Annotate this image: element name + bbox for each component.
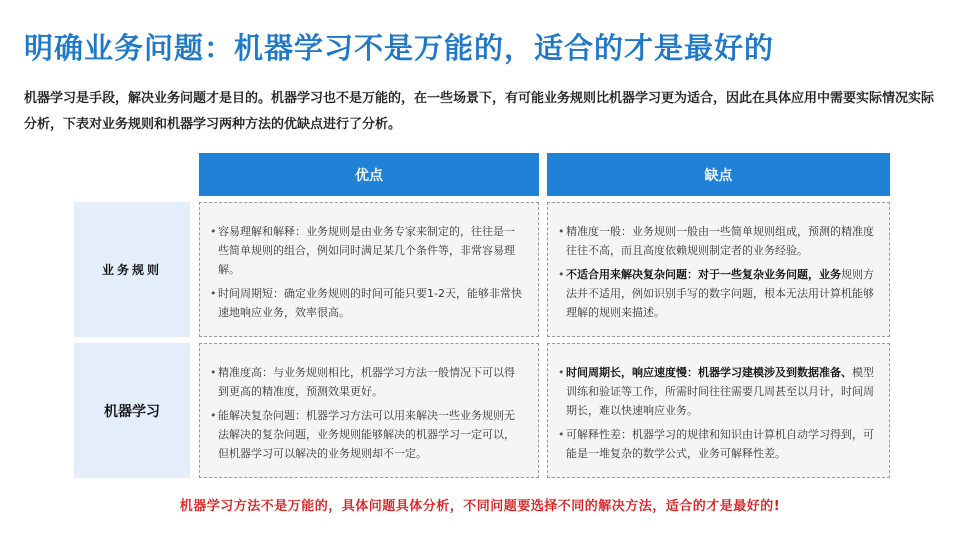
bullet-icon: • (210, 224, 217, 238)
bullet-icon: • (210, 365, 217, 379)
cell-machine-learning-pros (199, 343, 539, 478)
list-item: • 时间周期长，响应速度慢：机器学习建模涉及到数据准备、模型训练和验证等工作，所需时间往往需要几周甚至以月计，时间周期长，难以快速响应业务。 (558, 363, 875, 420)
bullet-icon: • (558, 365, 565, 379)
list-item: • 能解决复杂问题：机器学习方法可以用来解决一些业务规则无法解决的复杂问题，业务规则能够解决的机器学习一定可以，但机器学习可以解决的业务规则却不一定。 (210, 406, 524, 463)
list-item: • 精准度一般：业务规则一般由一些简单规则组成，预测的精准度往往不高，而且高度依赖规则制定者的业务经验。 (558, 222, 875, 260)
bullet-icon: • (210, 408, 217, 422)
header-pros: 优点 (199, 153, 539, 196)
cell-business-rules-cons (547, 202, 890, 337)
row-label-business-rules: 业务规则 (74, 202, 190, 337)
cell-business-rules-pros (199, 202, 539, 337)
intro-paragraph: 机器学习是手段，解决业务问题才是目的。机器学习也不是万能的，在一些场景下，有可能业务规则比机器学习更为适合，因此在具体应用中需要实际情况实际分析，下表对业务规则和机器学习两种方法的优缺点进行了分析。 (24, 91, 935, 132)
bullet-icon: • (210, 286, 217, 300)
cell-machine-learning-cons (547, 343, 890, 478)
row-label-machine-learning: 机器学习 (74, 343, 190, 478)
list-item: • 容易理解和解释：业务规则是由业务专家来制定的，往往是一些简单规则的组合，例如同时满足某几个条件等，非常容易理解。 (210, 222, 524, 279)
list-item: • 精准度高：与业务规则相比，机器学习方法一般情况下可以得到更高的精准度，预测效果更好。 (210, 363, 524, 401)
bullet-icon: • (558, 224, 565, 238)
bullet-icon: • (558, 267, 565, 281)
page-title: 明确业务问题：机器学习不是万能的，适合的才是最好的 (24, 31, 775, 65)
list-item: • 不适合用来解决复杂问题：对于一些复杂业务问题，业务规则方法并不适用，例如识别手写的数字问题，根本无法用计算机能够理解的规则来描述。 (558, 265, 875, 322)
conclusion-text: 机器学习方法不是万能的，具体问题具体分析，不同问题要选择不同的解决方法，适合的才是最好的! (179, 499, 781, 514)
list-item: • 时间周期短：确定业务规则的时间可能只要1-2天，能够非常快速地响应业务，效率很高。 (210, 284, 524, 322)
bullet-icon: • (558, 427, 565, 441)
list-item: • 可解释性差：机器学习的规律和知识由计算机自动学习得到，可能是一堆复杂的数学公式，业务可解释性差。 (558, 425, 875, 463)
header-cons: 缺点 (547, 153, 890, 196)
